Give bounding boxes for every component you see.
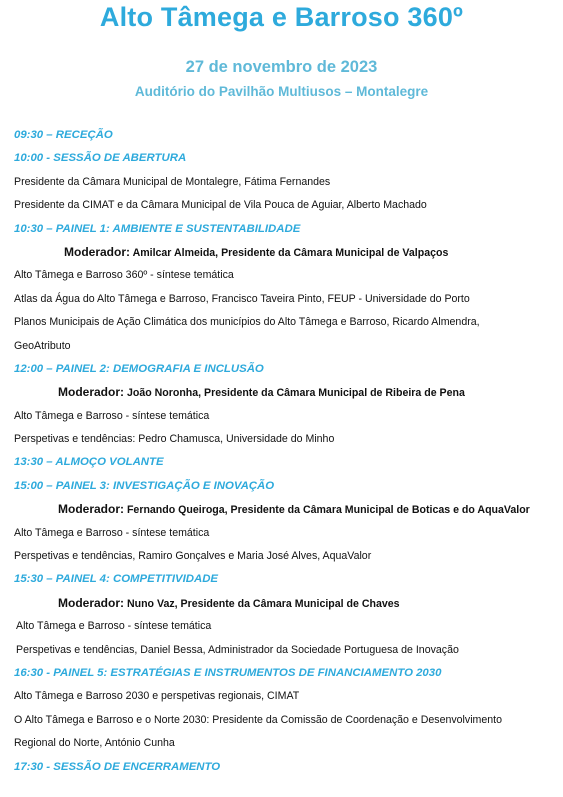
moderator-label: Moderador: xyxy=(58,502,124,517)
program-item: Presidente da Câmara Municipal de Montalegre, Fátima Fernandes xyxy=(14,175,331,188)
moderator-line xyxy=(14,241,554,264)
session-heading: 15:00 – PAINEL 3: INVESTIGAÇÃO E INOVAÇÃO xyxy=(14,479,275,492)
session-heading: 16:30 - PAINEL 5: ESTRATÉGIAS E INSTRUMENTOS DE FINANCIAMENTO 2030 xyxy=(14,666,442,679)
program-item: Perspetivas e tendências, Ramiro Gonçalves e Maria José Alves, AquaValor xyxy=(14,550,372,563)
moderator-label: Moderador: xyxy=(64,244,130,259)
page-title: Alto Tâmega e Barroso 360º xyxy=(99,2,464,32)
program-item: Alto Tâmega e Barroso - síntese temática xyxy=(14,526,210,539)
session-heading: 10:00 - SESSÃO DE ABERTURA xyxy=(14,152,187,165)
session-heading: 10:30 – PAINEL 1: AMBIENTE E SUSTENTABILIDADE xyxy=(14,222,301,235)
session-heading: 13:30 – ALMOÇO VOLANTE xyxy=(14,456,164,469)
session-heading: 17:30 - SESSÃO DE ENCERRAMENTO xyxy=(14,760,221,773)
moderator-name: Nuno Vaz, Presidente da Câmara Municipal de Chaves xyxy=(126,597,400,610)
moderator-label: Moderador: xyxy=(58,595,124,610)
session-heading: 12:00 – PAINEL 2: DEMOGRAFIA E INCLUSÃO xyxy=(14,362,264,375)
moderator-line xyxy=(14,592,554,615)
moderator-name: João Noronha, Presidente da Câmara Municipal de Ribeira de Pena xyxy=(126,387,465,400)
program-item: Perspetivas e tendências: Pedro Chamusca, Universidade do Minho xyxy=(14,433,335,446)
event-venue: Auditório do Pavilhão Multiusos – Montalegre xyxy=(134,84,429,99)
session-heading: 09:30 – RECEÇÃO xyxy=(14,129,113,141)
program-item: Alto Tâmega e Barroso 2030 e perspetivas regionais, CIMAT xyxy=(14,690,300,703)
moderator-line xyxy=(14,381,554,404)
program-item: Atlas da Água do Alto Tâmega e Barroso, Francisco Taveira Pinto, FEUP - Universidade do Porto xyxy=(14,292,470,305)
program-item: GeoAtributo xyxy=(14,339,71,352)
program-item: Regional do Norte, António Cunha xyxy=(14,737,175,750)
program-item: Perspetivas e tendências, Daniel Bessa, Administrador da Sociedade Portuguesa de Inovação xyxy=(16,643,459,656)
program-item: O Alto Tâmega e Barroso e o Norte 2030: Presidente da Comissão de Coordenação e Desenvolvimento xyxy=(14,713,502,726)
moderator-line xyxy=(14,498,554,521)
program-item: Presidente da CIMAT e da Câmara Municipal de Vila Pouca de Aguiar, Alberto Machado xyxy=(14,199,427,212)
session-heading: 15:30 – PAINEL 4: COMPETITIVIDADE xyxy=(14,573,219,586)
program-list xyxy=(14,124,554,779)
moderator-name: Amilcar Almeida, Presidente da Câmara Municipal de Valpaços xyxy=(132,246,449,259)
program-item: Planos Municipais de Ação Climática dos municípios do Alto Tâmega e Barroso, Ricardo Almendra, xyxy=(14,316,480,329)
moderator-name: Fernando Queiroga, Presidente da Câmara Municipal de Boticas e do AquaValor xyxy=(126,504,530,517)
program-item: Alto Tâmega e Barroso - síntese temática xyxy=(16,620,212,633)
event-date: 27 de novembro de 2023 xyxy=(185,58,378,76)
program-item: Alto Tâmega e Barroso 360º - síntese temática xyxy=(14,269,234,282)
program-item: Alto Tâmega e Barroso - síntese temática xyxy=(14,409,210,422)
moderator-label: Moderador: xyxy=(58,385,124,400)
